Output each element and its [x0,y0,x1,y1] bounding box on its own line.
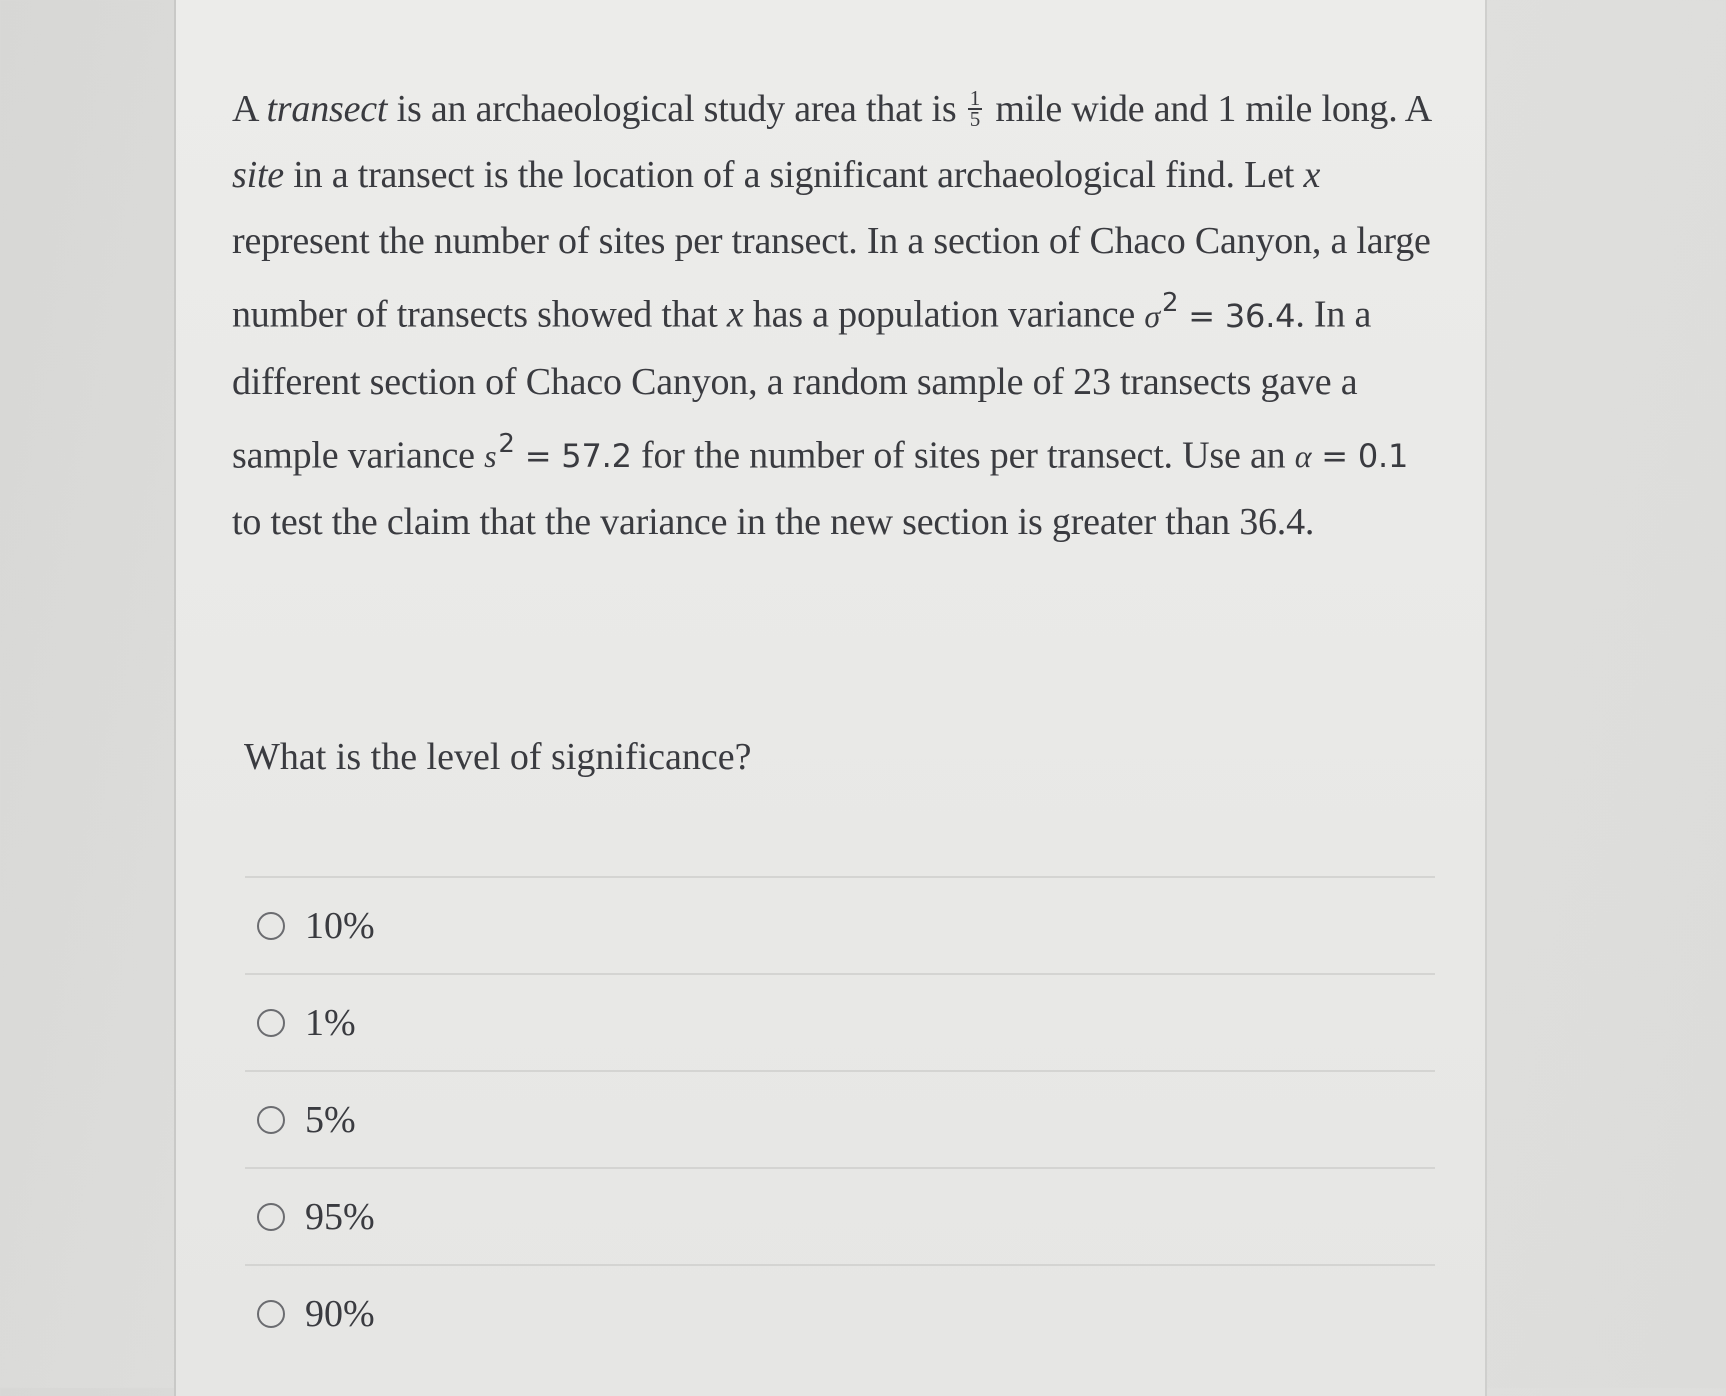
question-segment: has a population variance [743,293,1145,336]
question-segment: in a transect is the location of a significant archaeological find. Let [283,154,1304,196]
fraction-numerator: 1 [969,85,981,110]
option-90-percent[interactable] [245,1266,1435,1361]
option-10-percent[interactable] [245,878,1435,973]
answer-options [245,876,1435,1361]
option-1-percent[interactable] [245,975,1435,1070]
equation-value: = 0.1 [1311,437,1409,476]
question-segment: for the number of sites per transect. Use an [631,434,1295,477]
question-segment: . In a different section of Chaco Canyon, a random sample of 23 transects gave a sample variance [232,293,1372,477]
option-label: 1% [305,1001,356,1044]
s-symbol: s [484,438,497,475]
option-label: 5% [305,1098,356,1141]
equation-value: = 36.4 [1178,296,1296,335]
question-segment: mile wide and 1 mile long. A [986,88,1430,130]
radio-button[interactable] [257,1106,285,1134]
variable-x: x [726,293,744,336]
option-95-percent[interactable] [245,1169,1435,1264]
sample-variance-expression [484,428,632,476]
option-label: 10% [305,904,375,947]
radio-button[interactable] [257,912,285,940]
exponent: 2 [498,428,515,459]
radio-button[interactable] [257,1203,285,1231]
radio-button[interactable] [257,1300,285,1328]
sigma-symbol: σ [1144,297,1160,334]
question-segment: represent the number of sites per transect. In a section of Chaco Canyon, a large number of transects showed that [232,220,1431,336]
variable-x: x [1303,154,1321,196]
question-segment: to test the claim that the variance in the new section is greater than 36.4. [232,501,1315,544]
term-transect: transect [266,88,388,130]
population-variance-expression [1144,288,1296,335]
alpha-symbol: α [1294,438,1312,475]
fraction-one-fifth [968,85,982,131]
exponent: 2 [1161,288,1179,318]
option-label: 95% [305,1195,375,1238]
question-prompt: What is the level of significance? [244,736,752,778]
alpha-expression [1295,437,1408,475]
question-segment: is an archaeological study area that is [387,88,966,130]
question-text [232,76,1442,555]
fraction-denominator: 5 [969,106,981,131]
term-site: site [232,154,284,196]
option-label: 90% [305,1292,375,1335]
radio-button[interactable] [257,1009,285,1037]
equation-value: = 57.2 [514,437,632,476]
option-5-percent[interactable] [245,1072,1435,1167]
question-segment: A [232,88,267,130]
